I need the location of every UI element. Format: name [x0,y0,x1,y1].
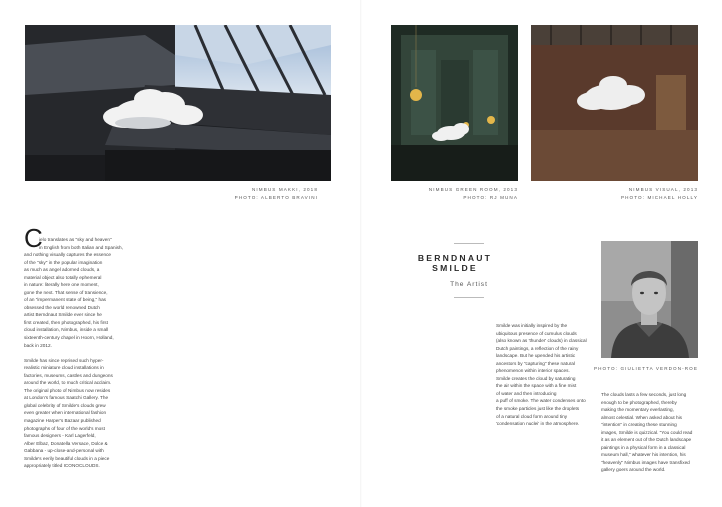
caption-title: NIMBUS GREEN ROOM, 2013 [428,187,518,192]
article-intro-top [39,236,123,251]
text-line: first created, then photographed, his first [24,319,108,325]
caption-credit: PHOTO: RJ MUNA [463,195,518,200]
caption-credit: PHOTO: GIULIETTA VERDON-ROE [593,366,698,371]
caption-portrait [580,365,698,373]
text-line: sixteenth-century chapel in Hoorn, Holland, [24,335,114,341]
text-line: gallery goers around the world. [601,467,666,473]
text-line: 'condensation nuclei' in the atmosphere. [496,421,580,427]
text-line: realistic miniature cloud installations in [24,365,104,371]
text-line: Smilde has since reprised such hyper- [24,357,104,363]
text-line: as much as angel adorned clouds, a [24,267,100,273]
text-line: "heavenly" Nimbus images have transfixed [601,459,690,465]
text-line: of a natural cloud form around tiny [496,413,568,419]
article-intro [24,251,114,470]
text-line: gone the next. That sense of transience, [24,289,108,295]
text-line: cloud installation, Nimbus, inside a small [24,327,109,333]
text-line: around the world, to much critical acclaim. [24,380,112,386]
text-line: ancestors by "capturing" these natural [496,360,575,366]
text-line: the air within the space with a fine mist [496,383,577,389]
text-line: artist Berndnaut Smilde ever since he [24,312,102,318]
text-line: Alber Elbaz, Donatella Versace, Dolce & [24,440,108,446]
text-line: famous designers - Karl Lagerfeld, [24,433,96,439]
caption-nimbus-makki [180,186,318,202]
caption-title: NIMBUS MAKKI, 2018 [251,187,318,192]
page-gutter [360,0,362,507]
caption-title: NIMBUS VISUAL, 2013 [628,187,698,192]
text-line: in nature: literally here one moment, [24,282,99,288]
middle-column [496,322,587,428]
text-line: in English from both Italian and Spanish, [39,244,123,250]
text-line: Smilde's eerily beautiful clouds in a piece [24,455,110,461]
text-line: Gabbana - up-close-and-personal with [24,448,104,454]
text-line: of the "sky" in the popular imagination [24,259,103,265]
caption-nimbus-green-room [400,186,518,202]
text-line: almost celestial. When asked about his [601,414,683,420]
artist-role: The Artist [450,281,488,288]
text-line: landscape. But he upended his artistic [496,353,576,359]
text-line: of water and then introducing [496,390,557,396]
text-line: material object also totally ephemeral [24,274,102,280]
rule-bottom [454,297,484,298]
caption-nimbus-visual [580,186,698,202]
text-line: and nothing visually captures the essence [24,252,112,257]
text-line: ubiquitous presence of cumulus clouds [496,330,577,336]
text-line: at London's famous Saatchi Gallery. The [24,395,109,401]
text-line: Dutch paintings, a reflection of the rainy [496,345,579,351]
artist-name: BERNDNAUT SMILDE [417,253,493,273]
text-line: The clouds lasts a few seconds, just long [601,392,687,397]
text-line: of an "impermanent state of being," has [24,297,107,303]
photo-nimbus-makki [25,25,331,181]
text-line: a puff of smoke. The water condenses onto [496,398,586,404]
caption-credit: PHOTO: ALBERTO BRAVINI [234,195,318,200]
text-line: paintings in a physical form in a classical [601,444,686,450]
text-line: Smilde was initially inspired by the [496,323,568,328]
text-line: back in 2012. [24,342,52,348]
text-line: making the momentary everlasting, [601,407,674,413]
text-line: (also known as 'thunder' clouds) in classical [496,338,587,344]
text-line: obsessed the world renowned Dutch [24,304,100,310]
text-line: ielo translates as "sky and heaven" [39,237,112,242]
text-line: enough to be photographed, thereby [601,399,677,405]
right-column [601,391,692,474]
text-line: appropriately titled ICONOCLOUDS. [24,463,100,469]
text-line: phenomenon within interior spaces. [496,368,570,374]
text-line: it as an element out of the Dutch landscape [601,437,692,443]
photo-nimbus-green-room [391,25,518,181]
text-line: The original photo of Nimbus now resides [24,387,111,393]
text-line: factories, museums, castles and dungeons [24,372,113,378]
photo-nimbus-visual [531,25,698,181]
text-line: even greater when international fashion [24,410,107,416]
caption-credit: PHOTO: MICHAEL HOLLY [620,195,698,200]
rule-top [454,243,484,244]
text-line: the smoke particles just like the droplets [496,406,580,412]
text-line: Smilde creates the cloud by saturating [496,375,576,381]
text-line: photographs of four of the world's most [24,425,105,431]
text-line: global celebrity of Smilde's clouds grew [24,402,106,408]
text-line: images, Smilde is quizzical. "You could read [601,429,693,435]
text-line: museum hall," whatever his intention, his [601,452,686,458]
text-line: "intention" in creating these stunning [601,422,677,428]
drop-cap: C [24,223,43,253]
photo-artist-portrait [601,241,698,358]
text-line: magazine Harper's Bazaar published [24,418,101,424]
